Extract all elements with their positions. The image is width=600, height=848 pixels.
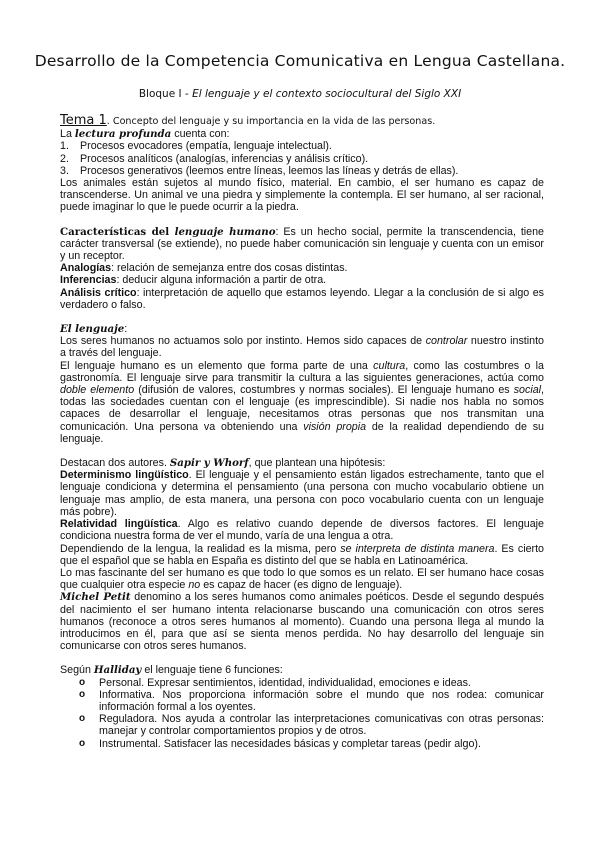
inferencias-text: : deducir alguna información a partir de otra.	[116, 274, 327, 287]
inferencias-line	[60, 274, 544, 286]
determinismo-label: Determinismo lingüístico	[60, 469, 189, 482]
analisis-line	[60, 287, 544, 311]
list-item	[60, 153, 544, 165]
text-run: nuestro instinto a través del lenguaje.	[60, 335, 544, 360]
text-run: Los seres humanos no actuamos solo por instinto. Hemos sido capaces de	[60, 335, 426, 348]
subtitle-prefix: Bloque I -	[138, 88, 193, 100]
list-text: Procesos analíticos (analogías, inferencias y análisis crítico).	[80, 152, 369, 165]
text-run: Lo mas fascinante del ser humano es que todo lo que somos es un relato. El ser humano hace cosas que cualquier otra especie	[60, 566, 544, 592]
inferencias-label: Inferencias	[60, 274, 117, 287]
instinto-paragraph	[60, 335, 544, 359]
text-run-italic: no	[188, 579, 201, 592]
document-body	[60, 115, 544, 750]
text-run: , todas las sociedades cuentan con el lenguaje (es imprescindible). Si nadie nos habla no somos capaces de desarrollar el lenguaje, necesitamos otras personas que nos transmitan una comunicación. Una persona va obteniendo una	[60, 384, 544, 433]
list-item	[60, 677, 544, 689]
funciones-list	[60, 677, 544, 750]
tema-number: Tema 1	[60, 113, 107, 128]
autores-intro	[60, 457, 544, 469]
list-text: Reguladora. Nos ayuda a controlar las interpretaciones comunicativas con otras personas: manejar y controlar comportamientos propios y de otros.	[99, 713, 544, 738]
list-text: Procesos generativos (leemos entre líneas, leemos las líneas y detrás de ellas).	[80, 164, 459, 177]
halliday-intro	[60, 664, 544, 676]
caracteristicas-text: : Es un hecho social, permite la transcendencia, tiene carácter transversal (se extiende), no puede haber comunicación sin lenguaje y cuenta con un emisor y un receptor.	[60, 225, 544, 263]
text-run-italic: cultura	[373, 359, 406, 372]
text-run: Destacan dos autores.	[60, 457, 170, 470]
bullet-icon: o	[79, 676, 86, 688]
cultura-paragraph	[60, 360, 544, 445]
list-number: 3.	[60, 164, 69, 177]
subtitle-italic: El lenguaje y el contexto sociocultural del Siglo XXI	[192, 88, 462, 100]
text-run-italic: controlar	[425, 335, 468, 348]
caracteristicas-paragraph	[60, 226, 544, 263]
caracteristicas-term: Características del	[60, 225, 175, 238]
analisis-label: Análisis crítico	[60, 286, 137, 299]
text-run: de la realidad dependiendo de su lenguaje.	[60, 420, 544, 445]
document-subtitle	[0, 88, 600, 100]
text-run-italic: doble elemento	[60, 384, 135, 397]
list-text: Informativa. Nos proporciona información sobre el mundo que nos rodea: comunicar información formal a los oyentes.	[99, 688, 544, 713]
lenguaje-heading	[60, 323, 544, 335]
procesos-list	[60, 140, 544, 177]
sapir-whorf-names: Sapir y Whorf	[169, 457, 249, 470]
list-item	[60, 713, 544, 737]
text-run-italic: social	[513, 384, 542, 397]
list-number: 2.	[60, 152, 69, 165]
text-run: Dependiendo de la lengua, la realidad es la misma, pero	[60, 542, 341, 555]
relatividad-label: Relatividad lingüística	[60, 518, 178, 531]
petit-name: Michel Petit	[60, 591, 131, 604]
lenguaje-humano-term: lenguaje humano	[174, 225, 276, 238]
text-run: , que plantean una hipótesis:	[248, 457, 386, 470]
tema-heading	[60, 115, 544, 128]
bullet-icon: o	[79, 737, 86, 749]
lectura-post: cuenta con:	[171, 128, 230, 141]
analogias-line	[60, 262, 544, 274]
halliday-name: Halliday	[93, 664, 142, 677]
lectura-term: lectura profunda	[74, 128, 172, 141]
text-run: El lenguaje humano es un elemento que forma parte de una	[60, 359, 374, 372]
lectura-pre: La	[60, 128, 75, 141]
bullet-icon: o	[79, 688, 86, 700]
lenguaje-heading-colon: :	[124, 323, 128, 336]
analogias-text: : relación de semejanza entre dos cosas distintas.	[111, 262, 348, 275]
analisis-text: : interpretación de aquello que estamos leyendo. Llegar a la conclusión de si algo es verdadero o falso.	[60, 286, 544, 311]
text-run: . Es cierto que el español que se habla en España es distinto del que se habla en Latinoamérica.	[60, 542, 544, 567]
relatividad-paragraph	[60, 518, 544, 542]
petit-paragraph	[60, 591, 544, 652]
list-item	[60, 140, 544, 152]
determinismo-text: . El lenguaje y el pensamiento están ligados estrechamente, tanto que el lenguaje condiciona y determina el pensamiento (una persona con mucho vocabulario obtiene un lenguaje mas amplio, de esta manera, una persona con poco vocabulario cuenta con un lenguaje más pobre).	[60, 469, 544, 518]
text-run: , como las costumbres o la gastronomía. El lenguaje sirve para transmitir la cultura a las siguientes generaciones, actúa como	[60, 359, 544, 384]
list-item	[60, 689, 544, 713]
text-run: es capaz de hacer (es digno de lenguaje).	[200, 579, 403, 592]
petit-text: denomino a los seres humanos como animales poéticos. Desde el segundo después del nacimiento el ser humano intenta relacionarse buscando una comunicación con otros seres humanos (reconoce a otros seres humanos al momento). Cuando una persona llega al mundo la introducimos en él, para que así se sienta menos perdida. No hay desarrollo del lenguaje sin comunicarse con otros seres humanos.	[60, 591, 544, 653]
lenguaje-heading-text: El lenguaje	[60, 323, 125, 336]
list-item	[60, 738, 544, 750]
fascinante-paragraph	[60, 567, 544, 591]
list-item	[60, 165, 544, 177]
list-number: 1.	[60, 140, 69, 153]
list-text: Personal. Expresar sentimientos, identidad, individualidad, emociones e ideas.	[99, 676, 471, 689]
text-run: el lenguaje tiene 6 funciones:	[141, 664, 283, 677]
text-run-italic: visión propia	[303, 420, 367, 433]
text-run: Según	[60, 664, 94, 677]
determinismo-paragraph	[60, 469, 544, 518]
text-run-italic: se interpreta de distinta manera	[340, 542, 495, 555]
bullet-icon: o	[79, 713, 86, 725]
relatividad-text: . Algo es relativo cuando depende de diversos factores. El lenguaje condiciona nuestra forma de ver el mundo, varía de una lengua a otra.	[60, 518, 544, 543]
list-text: Procesos evocadores (empatía, lenguaje intelectual).	[80, 140, 332, 153]
analogias-label: Analogías	[60, 262, 112, 275]
animales-paragraph: Los animales están sujetos al mundo físico, material. En cambio, el ser humano es capaz de transcenderse. Un animal ve una piedra y simplemente la contempla. El ser humano, al ser racional, puede imaginar lo que le puede ocurrir a la piedra.	[60, 177, 544, 214]
document-title: Desarrollo de la Competencia Comunicativa en Lengua Castellana.	[34, 52, 566, 70]
tema-description: . Concepto del lenguaje y su importancia en la vida de las personas.	[106, 116, 436, 127]
dependiendo-paragraph	[60, 543, 544, 567]
lectura-intro	[60, 128, 544, 140]
list-text: Instrumental. Satisfacer las necesidades básicas y completar tareas (pedir algo).	[99, 737, 481, 750]
text-run: (difusión de valores, costumbres y normas sociales). El lenguaje humano es	[134, 384, 514, 397]
